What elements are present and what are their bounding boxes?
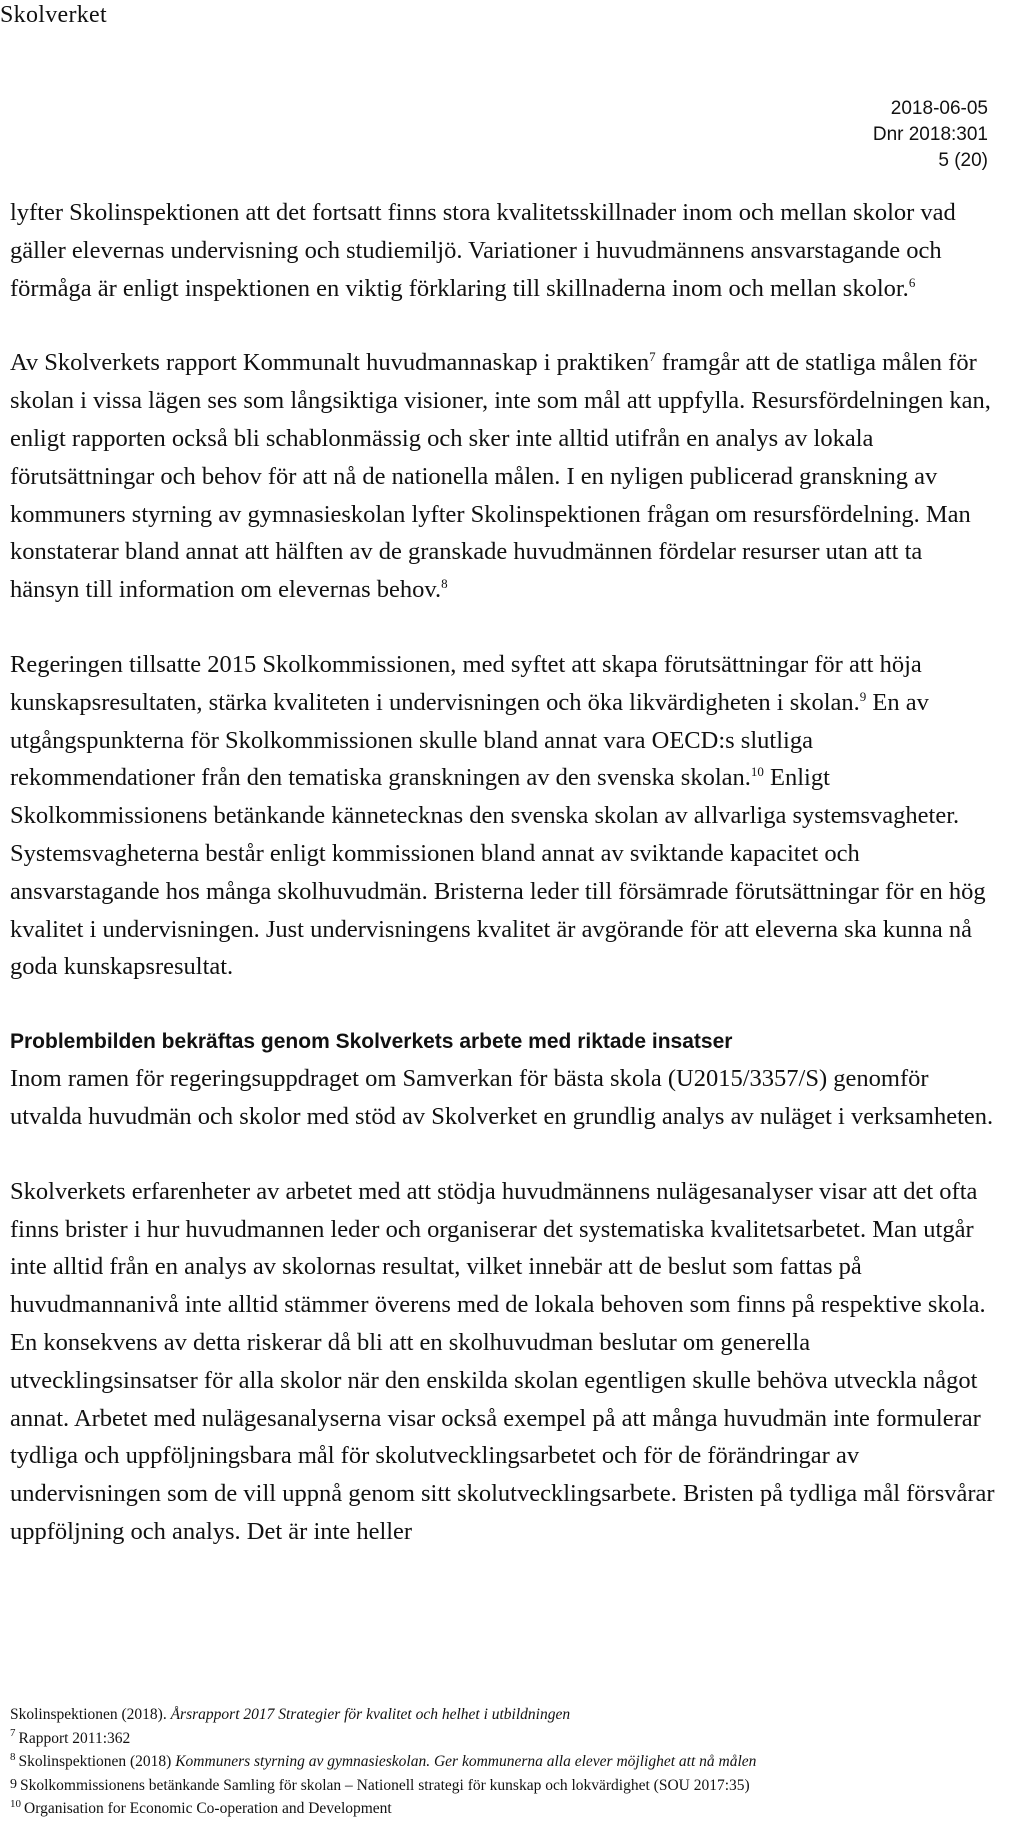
footnote-ref-9: 9	[859, 688, 867, 704]
document-meta	[873, 96, 988, 174]
paragraph-3: Regeringen tillsatte 2015 Skolkommissionen, med syftet att skapa förutsättningar för att höja kunskapsresultaten, stärka kvaliteten i undervisningen och öka likvärdigheten i skolan.$^9$ En av utgångspunkterna för Skolkommissionen skulle bland annat vara OECD:s slutliga rekommendationer från den tematiska granskningen av den svenska skolan.$^{10}$ Enligt Skolkommissionens betänkande kännetecknas den svenska skolan av allvarliga systemsvagheter. Systemsvagheterna består enligt kommissionen bland annat av sviktande kapacitet och ansvarstagande hos många skolhuvudmän. Bristerna leder till försämrade förutsättningar för en hög kvalitet i undervisningen. Just undervisningens kvalitet är avgörande för att eleverna ska kunna nå goda kunskapsresultat.	[10, 650, 986, 981]
footnote-7: $^7$ Rapport 2011:362	[10, 1727, 131, 1747]
footnotes	[10, 1703, 1010, 1821]
footnote-6: Skolinspektionen (2018). Årsrapport 2017 Strategier för kvalitet och helhet i utbildningen	[10, 1706, 571, 1723]
paragraph-2: Av Skolverkets rapport Kommunalt huvudmannaskap i praktiken$^7$ framgår att de statliga målen för skolan i vissa lägen ses som långsiktiga visioner, inte som mål att uppfylla. Resursfördelningen kan, enligt rapporten också bli schablonmässig och sker inte alltid utifrån en analys av lokala förutsättningar och behov för att nå de nationella målen. I en nyligen publicerad granskning av kommuners styrning av gymnasieskolan lyfter Skolinspektionen frågan om resursfördelning. Man konstaterar bland annat att hälften av de granskade huvudmännen fördelar resurser utan att ta hänsyn till information om elevernas behov.$^8$	[10, 349, 991, 604]
footnote-10: $^{10}$ Organisation for Economic Co-operation and Development	[10, 1797, 392, 1817]
paragraph-1: lyfter Skolinspektionen att det fortsatt finns stora kvalitetsskillnader inom och mellan skolor vad gäller elevernas undervisning och studiemiljö. Variationer i huvudmännens ansvarstagande och förmåga är enligt inspektionen en viktig förklaring till skillnaderna inom och mellan skolor.$^6$	[10, 199, 956, 302]
document-body	[10, 194, 995, 1588]
footnote-ref-10: 10	[750, 764, 764, 780]
document-date: 2018-06-05	[890, 98, 988, 119]
footnote-8: $^8$ Skolinspektionen (2018) Kommuners styrning av gymnasieskolan. Ger kommunerna alla elever möjlighet att nå målen	[10, 1750, 757, 1770]
footnote-ref-7: 7	[649, 349, 656, 365]
footnote-9: 9 Skolkommissionens betänkande Samling för skolan – Nationell strategi för kunskap och lokvärdighet (SOU 2017:35)	[10, 1776, 750, 1794]
footnote-ref-6: 6	[908, 274, 916, 290]
document-dnr: Dnr 2018:301	[872, 124, 988, 145]
page-number: 5 (20)	[938, 150, 988, 171]
footnote-ref-8: 8	[441, 576, 448, 592]
section-heading: Problembilden bekräftas genom Skolverkets arbete med riktade insatser	[10, 1030, 733, 1054]
organization-name: Skolverket	[0, 2, 107, 28]
paragraph-5: Skolverkets erfarenheter av arbetet med att stödja huvudmännens nulägesanalyser visar att det ofta finns brister i hur huvudmannen leder och organiserar det systematiska kvalitetsarbetet. Man utgår inte alltid från en analys av skolornas resultat, vilket innebär att de beslut som fattas på huvudmannanivå inte alltid stämmer överens med de lokala behoven som finns på respektive skola. En konsekvens av detta riskerar då bli att en skolhuvudman beslutar om generella utvecklingsinsatser för alla skolor när den enskilda skolan egentligen skulle behöva utveckla något annat. Arbetet med nulägesanalyserna visar också exempel på att många huvudmän inte formulerar tydliga och uppföljningsbara mål för skolutvecklingsarbetet och för de förändringar av undervisningen som de vill uppnå genom sitt skolutvecklingsarbete. Bristen på tydliga mål försvårar uppföljning och analys. Det är inte heller	[10, 1177, 995, 1545]
paragraph-4: Inom ramen för regeringsuppdraget om Samverkan för bästa skola (U2015/3357/S) genomför utvalda huvudmän och skolor med stöd av Skolverket en grundlig analys av nuläget i verksamheten.	[10, 1065, 994, 1130]
